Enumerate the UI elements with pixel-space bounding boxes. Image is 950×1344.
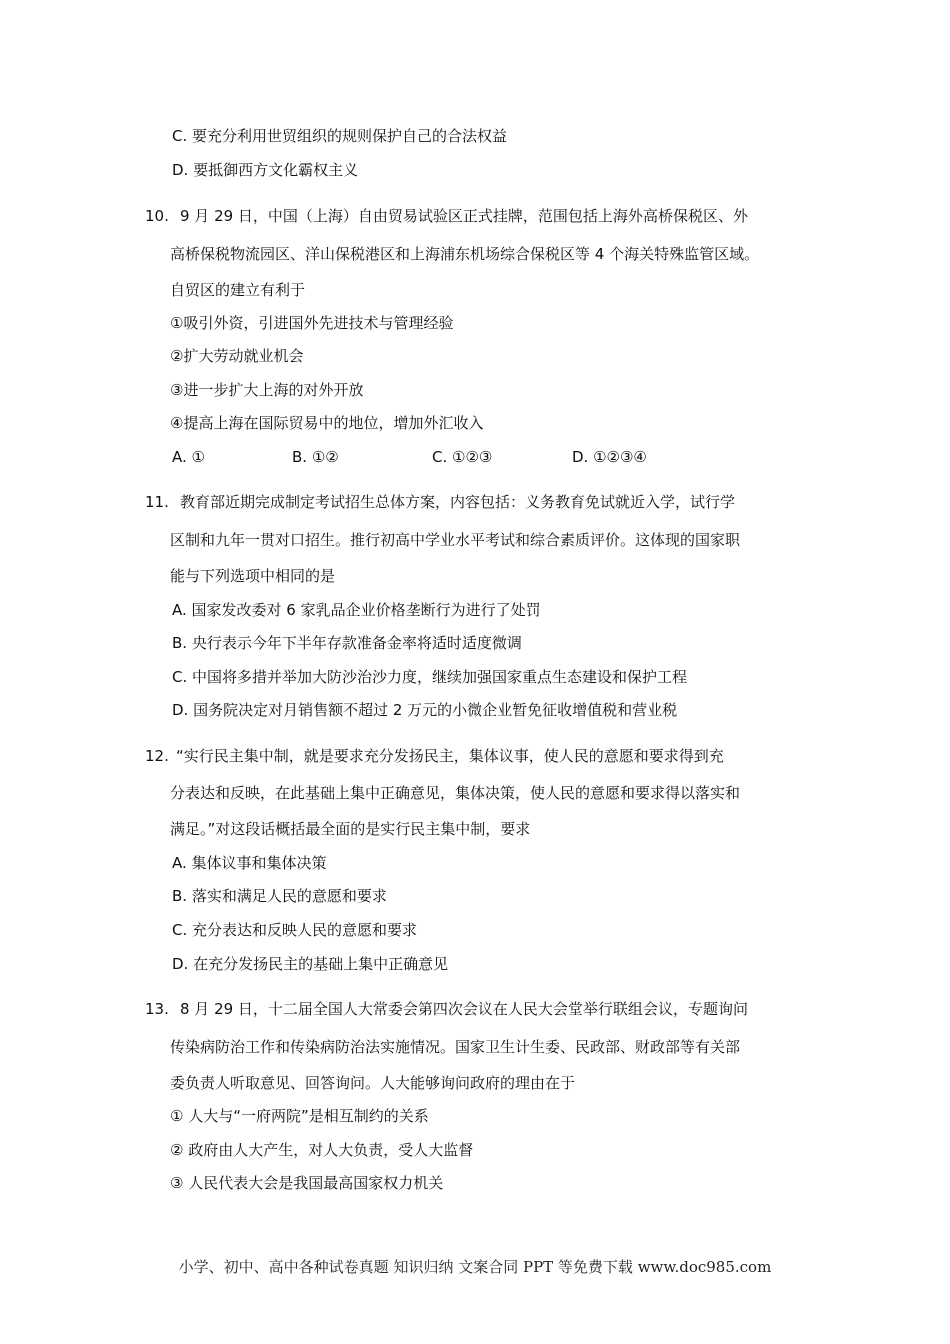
q10-option-d: D. ①②③④ [572,448,647,466]
q11-line-3: 能与下列选项中相同的是 [170,567,336,585]
q12-line-3: 满足。”对这段话概括最全面的是实行民主集中制，要求 [170,820,531,838]
q10-line-3: 自贸区的建立有利于 [170,281,306,299]
q13-line-1: 8 月 29 日，十二届全国人大常委会第四次会议在人民大会堂举行联组会议，专题询问 [180,1000,748,1018]
q12-line-2: 分表达和反映，在此基础上集中正确意见，集体决策，使人民的意愿和要求得以落实和 [170,784,741,802]
q11-option-d: D. 国务院决定对月销售额不超过 2 万元的小微企业暂免征收增值税和营业税 [172,701,678,719]
q12-option-b: B. 落实和满足人民的意愿和要求 [172,887,387,905]
q13-statement-1: ① 人大与“一府两院”是相互制约的关系 [170,1107,429,1125]
q13-statement-3: ③ 人民代表大会是我国最高国家权力机关 [170,1174,444,1192]
q10-option-b: B. ①② [292,448,339,466]
q10-line-1: 9 月 29 日，中国（上海）自由贸易试验区正式挂牌，范围包括上海外高桥保税区、外 [180,207,748,225]
q13-line-3: 委负责人听取意见、回答询问。人大能够询问政府的理由在于 [170,1074,576,1092]
q13-line-2: 传染病防治工作和传染病防治法实施情况。国家卫生计生委、民政部、财政部等有关部 [170,1038,741,1056]
q11-option-c: C. 中国将多措并举加大防沙治沙力度，继续加强国家重点生态建设和保护工程 [172,668,688,686]
q12-number: 12. [145,747,169,765]
q10-line-2: 高桥保税物流园区、洋山保税港区和上海浦东机场综合保税区等 4 个海关特殊监管区域。 [170,245,760,263]
q12-option-a: A. 集体议事和集体决策 [172,854,327,872]
q11-line-2: 区制和九年一贯对口招生。推行初高中学业水平考试和综合素质评价。这体现的国家职 [170,531,741,549]
q12-option-c: C. 充分表达和反映人民的意愿和要求 [172,921,418,939]
q13-number: 13. [145,1000,169,1018]
q10-option-c: C. ①②③ [432,448,493,466]
q10-option-a: A. ① [172,448,205,466]
q10-statement-1: ①吸引外资，引进国外先进技术与管理经验 [170,314,454,332]
q10-number: 10. [145,207,169,225]
q9-option-d: D. 要抵御西方文化霸权主义 [172,161,359,179]
q10-statement-2: ②扩大劳动就业机会 [170,347,304,365]
q11-number: 11. [145,493,169,511]
q11-option-a: A. 国家发改委对 6 家乳品企业价格垄断行为进行了处罚 [172,601,541,619]
q10-statement-3: ③进一步扩大上海的对外开放 [170,381,364,399]
q9-option-c: C. 要充分利用世贸组织的规则保护自己的合法权益 [172,127,508,145]
q13-statement-2: ② 政府由人大产生，对人大负责，受人大监督 [170,1141,474,1159]
q11-line-1: 教育部近期完成制定考试招生总体方案，内容包括：义务教育免试就近入学，试行学 [180,493,736,511]
q10-statement-4: ④提高上海在国际贸易中的地位，增加外汇收入 [170,414,484,432]
page-footer: 小学、初中、高中各种试卷真题 知识归纳 文案合同 PPT 等免费下载 www.doc985.com [178,1258,772,1276]
q11-option-b: B. 央行表示今年下半年存款准备金率将适时适度微调 [172,634,522,652]
q12-line-1: “实行民主集中制，就是要求充分发扬民主，集体议事，使人民的意愿和要求得到充 [176,747,724,765]
q12-option-d: D. 在充分发扬民主的基础上集中正确意见 [172,955,449,973]
